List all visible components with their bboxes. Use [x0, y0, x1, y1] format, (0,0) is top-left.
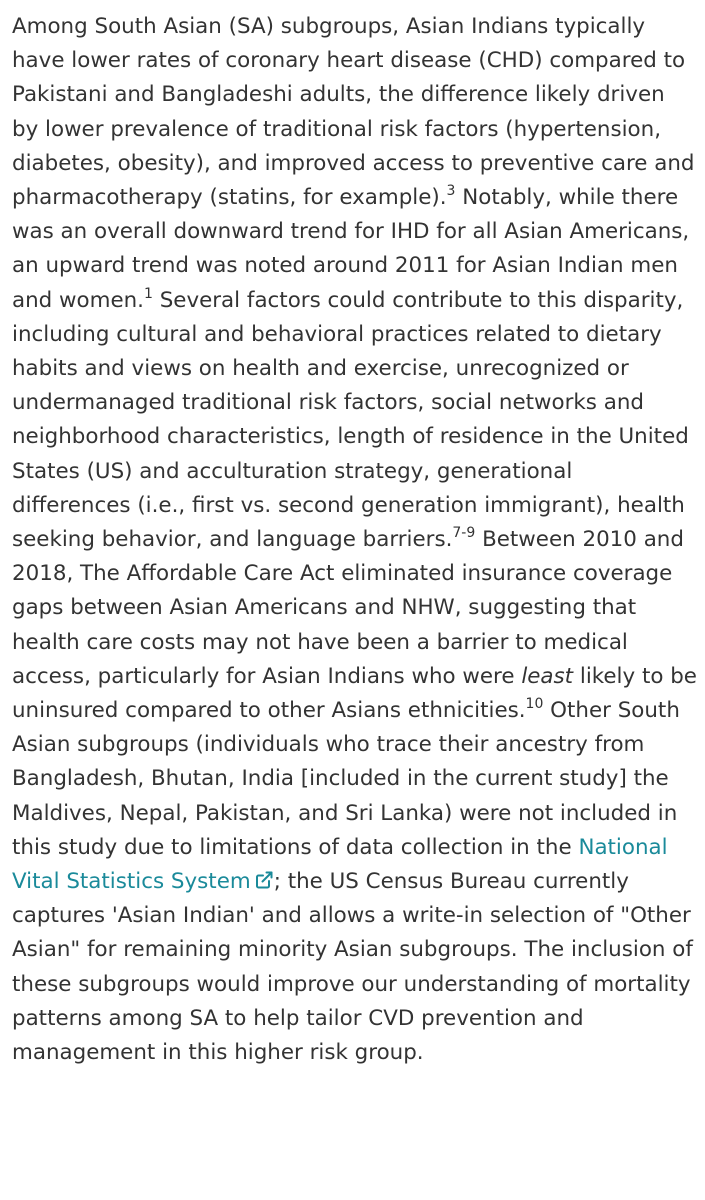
- paragraph-text: likely to be uninsured compared to other Asians ethnicities.: [12, 663, 697, 724]
- paragraph-text: Other South Asian subgroups (individuals who trace their ancestry from Bangladesh, Bhutan, India [included in the current study] the Maldives, Nepal, Pakistan, and Sri Lanka) were not included in this study due to limitations of data collection in the: [12, 698, 680, 860]
- paragraph-text: Between 2010 and 2018, The Affordable Care Act eliminated insurance coverage gaps between Asian Americans and NHW, suggesting that health care costs may not have been a barrier to medical access, particularly for Asian Indians who were: [12, 527, 684, 689]
- link-label: National Vital Statistics System: [12, 834, 668, 895]
- paragraph-text: Among South Asian (SA) subgroups, Asian Indians typically have lower rates of coronary heart disease (CHD) compared to Pakistani and Bangladeshi adults, the difference likely driven by lower prevalence of traditional risk factors (hypertension, diabetes, obesity), and improved access to preventive care and pharmacotherapy (statins, for example).: [12, 14, 695, 211]
- paragraph-text: Several factors could contribute to this disparity, including cultural and behavioral practices related to dietary habits and views on health and exercise, unrecognized or undermanaged traditional risk factors, social networks and neighborhood characteristics, length of residence in the United States (US) and acculturation strategy, generational differences (i.e., first vs. second generation immigrant), health seeking behavior, and language barriers.: [12, 287, 689, 553]
- paragraph-text: Notably, while there was an overall downward trend for IHD for all Asian Americans, an upward trend was noted around 2011 for Asian Indian men and women.: [12, 185, 690, 313]
- external-link-icon: [254, 870, 274, 890]
- citation-ref[interactable]: 10: [525, 696, 544, 713]
- emphasis-text: least: [521, 663, 574, 689]
- citation-ref[interactable]: 7-9: [452, 525, 476, 542]
- citation-ref[interactable]: 1: [143, 285, 153, 302]
- paragraph-text: ; the US Census Bureau currently captures 'Asian Indian' and allows a write-in selection of "Other Asian" for remaining minority Asian subgroups. The inclusion of these subgroups would improve our understanding of mortality patterns among SA to help tailor CVD prevention and management in this higher risk group.: [12, 869, 693, 1066]
- citation-ref[interactable]: 3: [446, 183, 456, 200]
